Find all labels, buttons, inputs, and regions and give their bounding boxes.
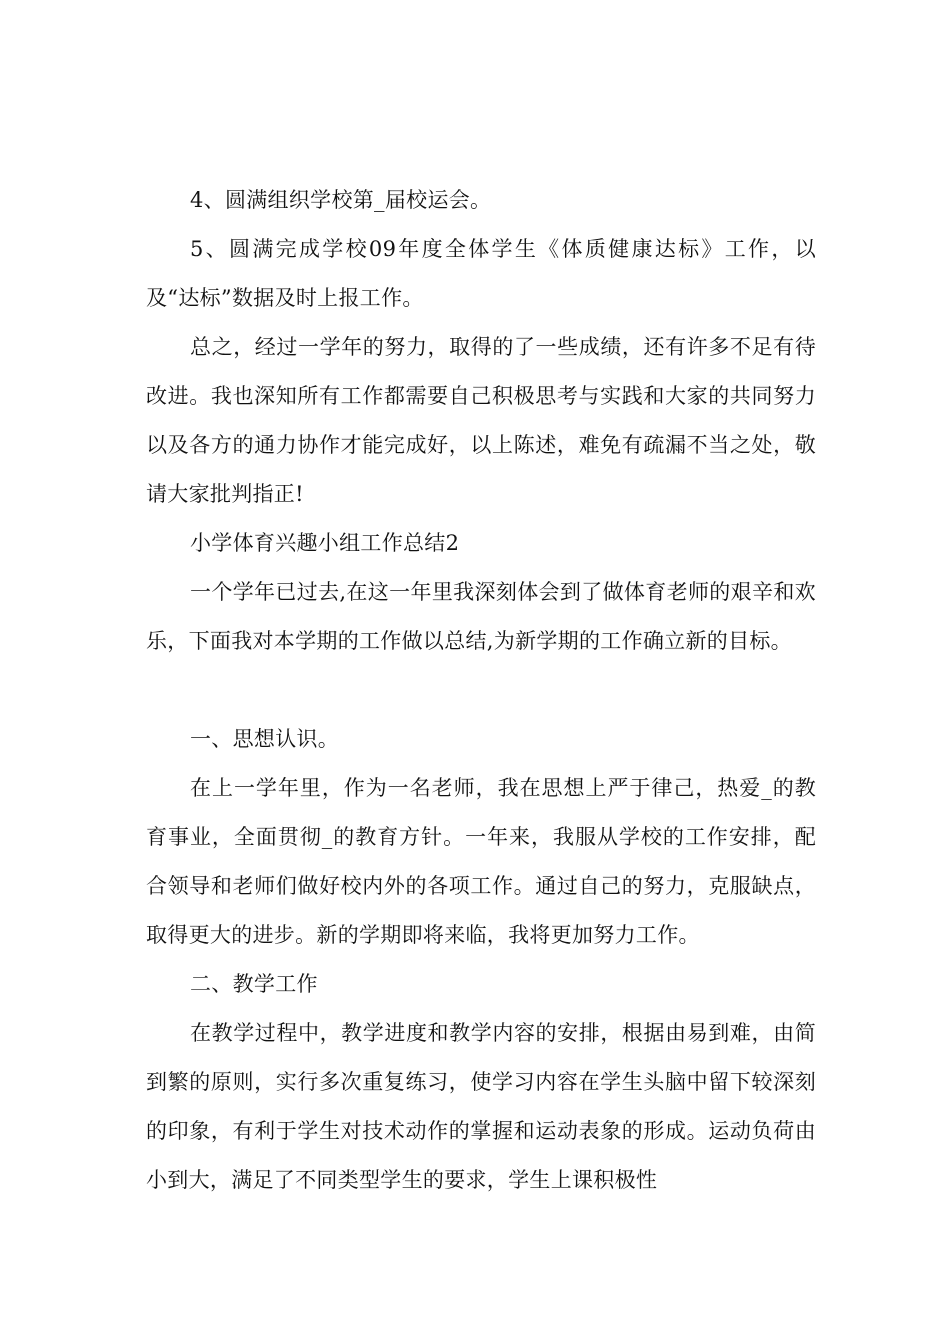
paragraph-thoughts: 在上一学年里，作为一名老师，我在思想上严于律己，热爱_的教育事业，全面贯彻_的教育方针。一年来，我服从学校的工作安排，配合领导和老师们做好校内外的各项工作。通过自己的努力，克服缺点，取得更大的进步。新的学期即将来临，我将更加努力工作。 <box>146 776 816 947</box>
heading-teaching: 二、教学工作 <box>190 972 318 996</box>
paragraph-teaching: 在教学过程中，教学进度和教学内容的安排，根据由易到难，由简到繁的原则，实行多次重复练习，使学习内容在学生头脑中留下较深刻的印象，有利于学生对技术动作的掌握和运动表象的形成。运动负荷由小到大，满足了不同类型学生的要求，学生上课积极性 <box>146 1021 816 1192</box>
paragraph-item-4: 4、圆满组织学校第_届校运会。 <box>190 188 492 212</box>
paragraph-conclusion: 总之，经过一学年的努力，取得的了一些成绩，还有许多不足有待改进。我也深知所有工作都需要自己积极思考与实践和大家的共同努力以及各方的通力协作才能完成好，以上陈述，难免有疏漏不当之处，敬请大家批判指正! <box>146 335 816 506</box>
heading-thoughts: 一、思想认识。 <box>190 727 340 751</box>
section-title: 小学体育兴趣小组工作总结2 <box>190 531 460 555</box>
paragraph-item-5: 5、圆满完成学校09年度全体学生《体质健康达标》工作，以及“达标”数据及时上报工作。 <box>146 237 816 310</box>
paragraph-intro: 一个学年已过去,在这一年里我深刻体会到了做体育老师的艰辛和欢乐，下面我对本学期的工作做以总结,为新学期的工作确立新的目标。 <box>146 580 816 653</box>
